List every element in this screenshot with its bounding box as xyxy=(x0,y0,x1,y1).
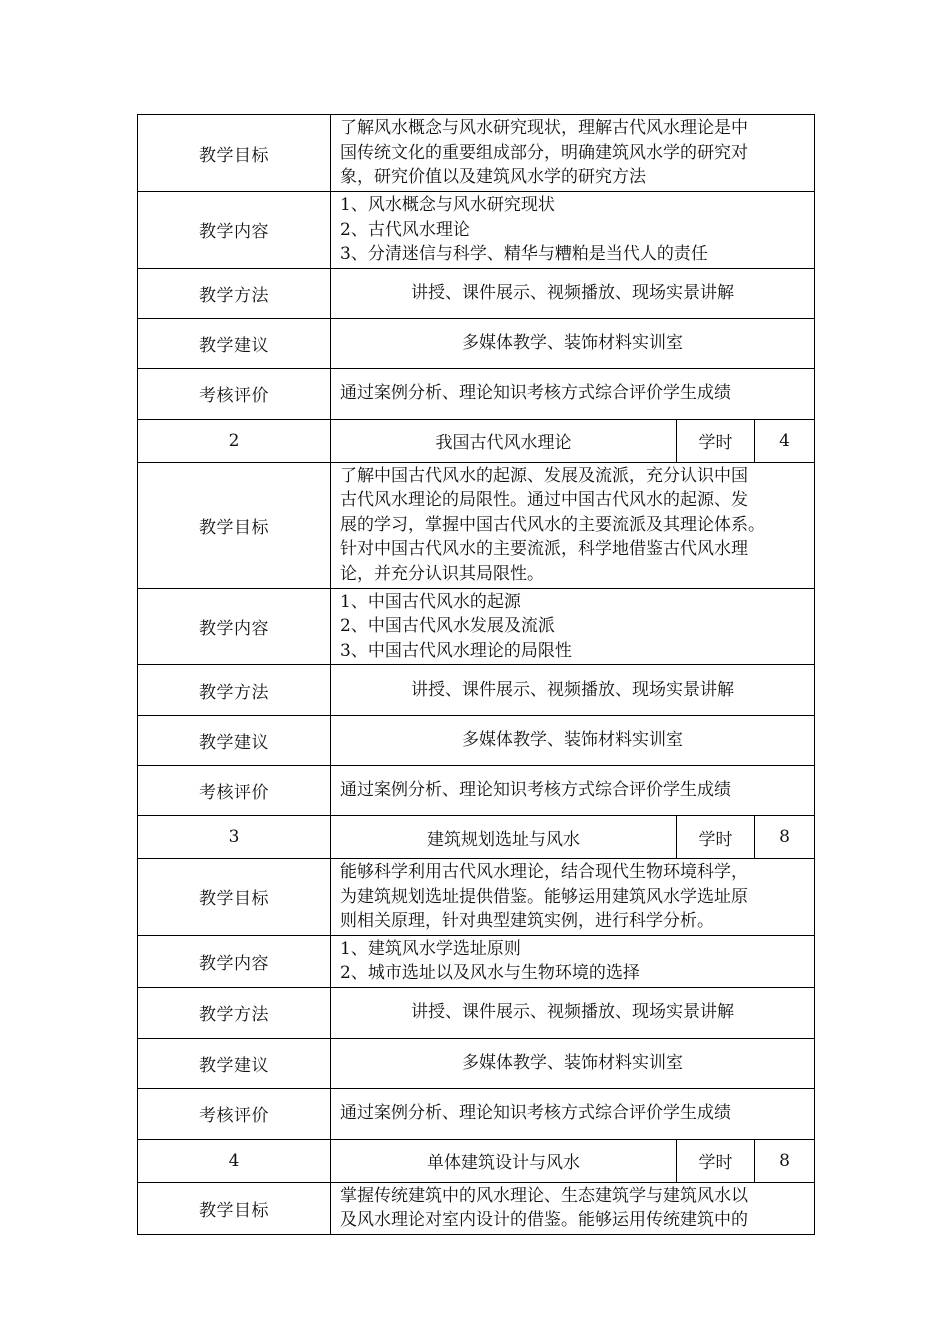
unit-header-row xyxy=(138,419,815,462)
row-label-teaching-content: 教学内容 xyxy=(138,192,331,269)
table-row xyxy=(138,859,815,936)
hours-label: 学时 xyxy=(677,419,755,462)
teaching-suggestion-text: 多媒体教学、装饰材料实训室 xyxy=(331,1038,815,1088)
hours-value: 4 xyxy=(755,419,815,462)
teaching-objective-text: 能够科学利用古代风水理论，结合现代生物环境科学， 为建筑规划选址提供借鉴。能够运用建筑风水学选址原 则相关原理，针对典型建筑实例，进行科学分析。 xyxy=(331,859,815,936)
table-row xyxy=(138,318,815,368)
table-row xyxy=(138,987,815,1038)
table-row xyxy=(138,935,815,987)
teaching-method-text: 讲授、课件展示、视频播放、现场实景讲解 xyxy=(331,665,815,716)
row-label-assessment: 考核评价 xyxy=(138,1088,331,1139)
hours-value: 8 xyxy=(755,1139,815,1182)
unit-header-row xyxy=(138,816,815,859)
row-label-teaching-content: 教学内容 xyxy=(138,935,331,987)
table-row xyxy=(138,462,815,588)
assessment-text: 通过案例分析、理论知识考核方式综合评价学生成绩 xyxy=(331,1088,815,1139)
unit-title: 单体建筑设计与风水 xyxy=(331,1139,677,1182)
assessment-text: 通过案例分析、理论知识考核方式综合评价学生成绩 xyxy=(331,368,815,419)
teaching-objective-text: 了解风水概念与风水研究现状，理解古代风水理论是中 国传统文化的重要组成部分，明确建筑风水学的研究对 象，研究价值以及建筑风水学的研究方法 xyxy=(331,115,815,192)
teaching-method-text: 讲授、课件展示、视频播放、现场实景讲解 xyxy=(331,268,815,318)
teaching-content-text: 1、中国古代风水的起源 2、中国古代风水发展及流派 3、中国古代风水理论的局限性 xyxy=(331,588,815,665)
table-row xyxy=(138,115,815,192)
hours-value: 8 xyxy=(755,816,815,859)
table-row xyxy=(138,766,815,816)
unit-title: 我国古代风水理论 xyxy=(331,419,677,462)
table-row xyxy=(138,665,815,716)
assessment-text: 通过案例分析、理论知识考核方式综合评价学生成绩 xyxy=(331,766,815,816)
table-row xyxy=(138,368,815,419)
hours-label: 学时 xyxy=(677,1139,755,1182)
row-label-teaching-suggestion: 教学建议 xyxy=(138,716,331,766)
row-label-teaching-content: 教学内容 xyxy=(138,588,331,665)
table-row xyxy=(138,1038,815,1088)
table-row xyxy=(138,1088,815,1139)
table-row xyxy=(138,192,815,269)
hours-label: 学时 xyxy=(677,816,755,859)
row-label-teaching-method: 教学方法 xyxy=(138,268,331,318)
table-row xyxy=(138,1182,815,1234)
teaching-suggestion-text: 多媒体教学、装饰材料实训室 xyxy=(331,716,815,766)
unit-title: 建筑规划选址与风水 xyxy=(331,816,677,859)
teaching-method-text: 讲授、课件展示、视频播放、现场实景讲解 xyxy=(331,987,815,1038)
row-label-teaching-objective: 教学目标 xyxy=(138,859,331,936)
teaching-content-text: 1、建筑风水学选址原则 2、城市选址以及风水与生物环境的选择 xyxy=(331,935,815,987)
row-label-teaching-objective: 教学目标 xyxy=(138,462,331,588)
row-label-teaching-suggestion: 教学建议 xyxy=(138,1038,331,1088)
teaching-objective-text: 了解中国古代风水的起源、发展及流派，充分认识中国 古代风水理论的局限性。通过中国古代风水的起源、发 展的学习，掌握中国古代风水的主要流派及其理论体系。 针对中国古代风水的主要流派，科学地借鉴古代风水理 论，并充分认识其局限性。 xyxy=(331,462,815,588)
table-row xyxy=(138,716,815,766)
table-row xyxy=(138,588,815,665)
unit-number: 3 xyxy=(138,816,331,859)
row-label-assessment: 考核评价 xyxy=(138,368,331,419)
unit-number: 4 xyxy=(138,1139,331,1182)
table-row xyxy=(138,268,815,318)
row-label-teaching-objective: 教学目标 xyxy=(138,1182,331,1234)
syllabus-table xyxy=(137,114,815,1235)
row-label-teaching-objective: 教学目标 xyxy=(138,115,331,192)
teaching-content-text: 1、风水概念与风水研究现状 2、古代风水理论 3、分清迷信与科学、精华与糟粕是当代人的责任 xyxy=(331,192,815,269)
row-label-teaching-suggestion: 教学建议 xyxy=(138,318,331,368)
unit-number: 2 xyxy=(138,419,331,462)
teaching-suggestion-text: 多媒体教学、装饰材料实训室 xyxy=(331,318,815,368)
unit-header-row xyxy=(138,1139,815,1182)
row-label-assessment: 考核评价 xyxy=(138,766,331,816)
row-label-teaching-method: 教学方法 xyxy=(138,987,331,1038)
row-label-teaching-method: 教学方法 xyxy=(138,665,331,716)
teaching-objective-text: 掌握传统建筑中的风水理论、生态建筑学与建筑风水以 及风水理论对室内设计的借鉴。能够运用传统建筑中的 xyxy=(331,1182,815,1234)
